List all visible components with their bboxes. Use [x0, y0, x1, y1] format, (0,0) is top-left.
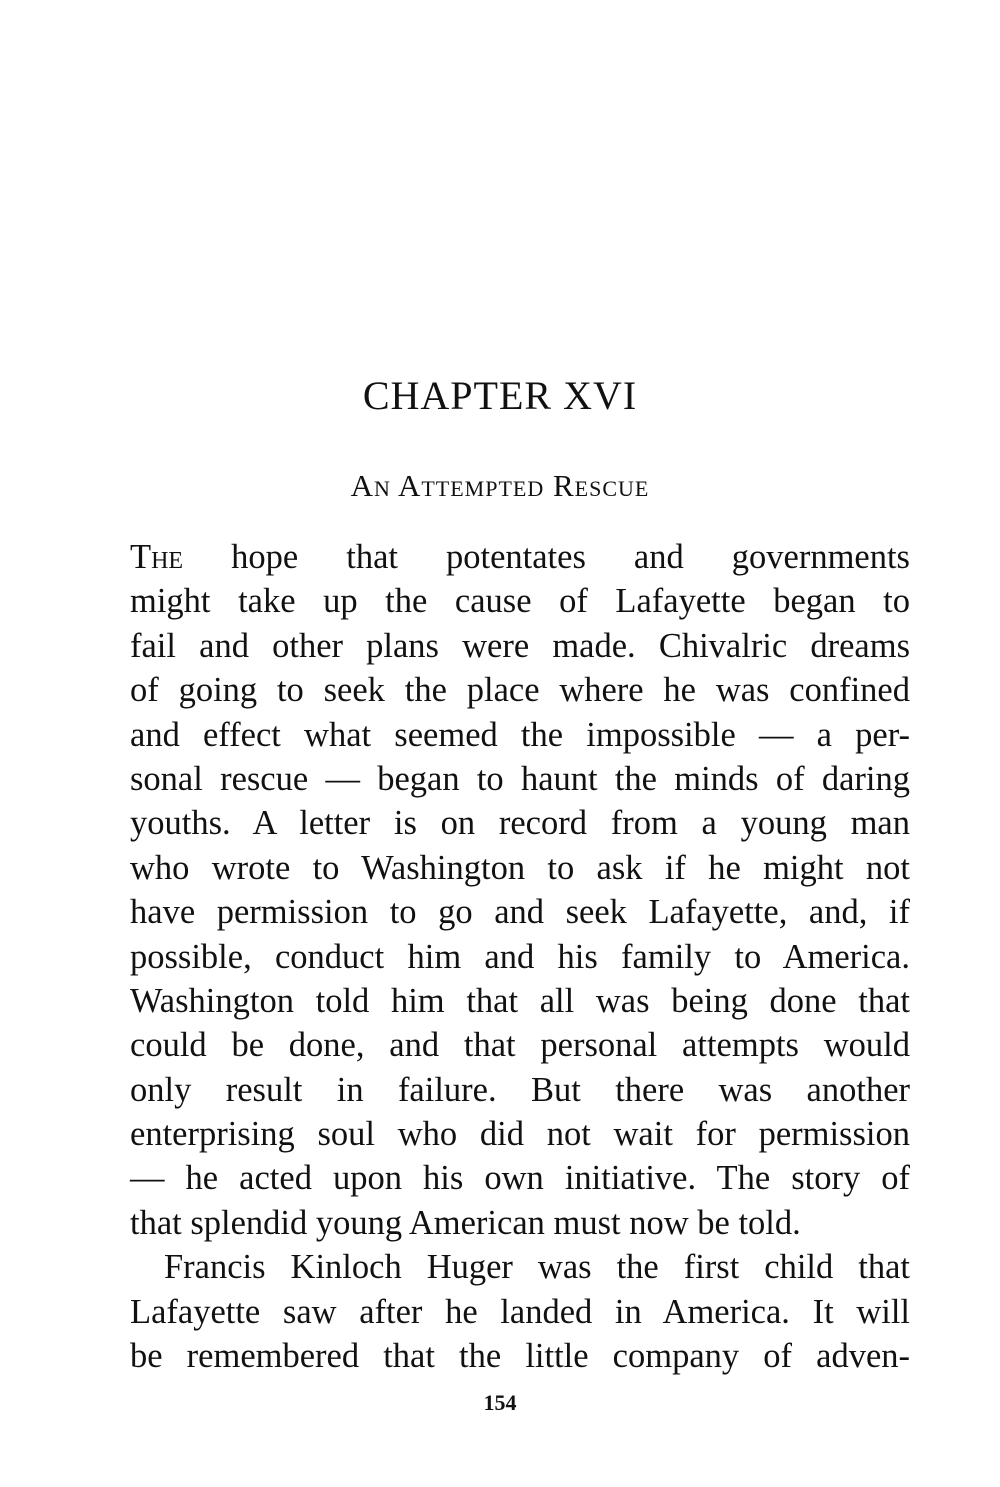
text-line: Lafayette saw after he landed in America. It will — [130, 1292, 910, 1331]
text-line: — he acted upon his own initiative. The story of — [130, 1159, 910, 1198]
text-line: possible, conduct him and his family to America. — [130, 937, 910, 976]
text-line: enterprising soul who did not wait for permission — [130, 1115, 910, 1154]
body-text — [130, 535, 910, 1378]
text-line: sonal rescue — began to haunt the minds of daring — [130, 759, 910, 798]
lead-word: The — [130, 538, 184, 576]
page-number: 154 — [483, 1390, 517, 1415]
text-line: Francis Kinloch Huger was the first child that — [164, 1248, 910, 1287]
text-line: fail and other plans were made. Chivalric dreams — [130, 626, 910, 665]
chapter-number: CHAPTER XVI — [362, 373, 638, 418]
text-line: youths. A letter is on record from a young man — [130, 804, 910, 843]
text-line: and effect what seemed the impossible — a per- — [130, 715, 910, 754]
text-line: who wrote to Washington to ask if he might not — [130, 848, 910, 887]
text-line: of going to seek the place where he was confined — [130, 671, 910, 710]
text-line: Washington told him that all was being done that — [130, 981, 910, 1020]
text-line: only result in failure. But there was another — [130, 1070, 910, 1109]
text-line: that splendid young American must now be told. — [130, 1203, 801, 1242]
chapter-title: An Attempted Rescue — [350, 468, 650, 503]
text-line: might take up the cause of Lafayette began to — [130, 582, 910, 621]
text-line: be remembered that the little company of adven- — [130, 1337, 910, 1376]
text-line: The hope that potentates and governments — [130, 538, 910, 576]
text-line: have permission to go and seek Lafayette, and, if — [130, 893, 910, 932]
text-line: could be done, and that personal attempts would — [130, 1026, 910, 1065]
